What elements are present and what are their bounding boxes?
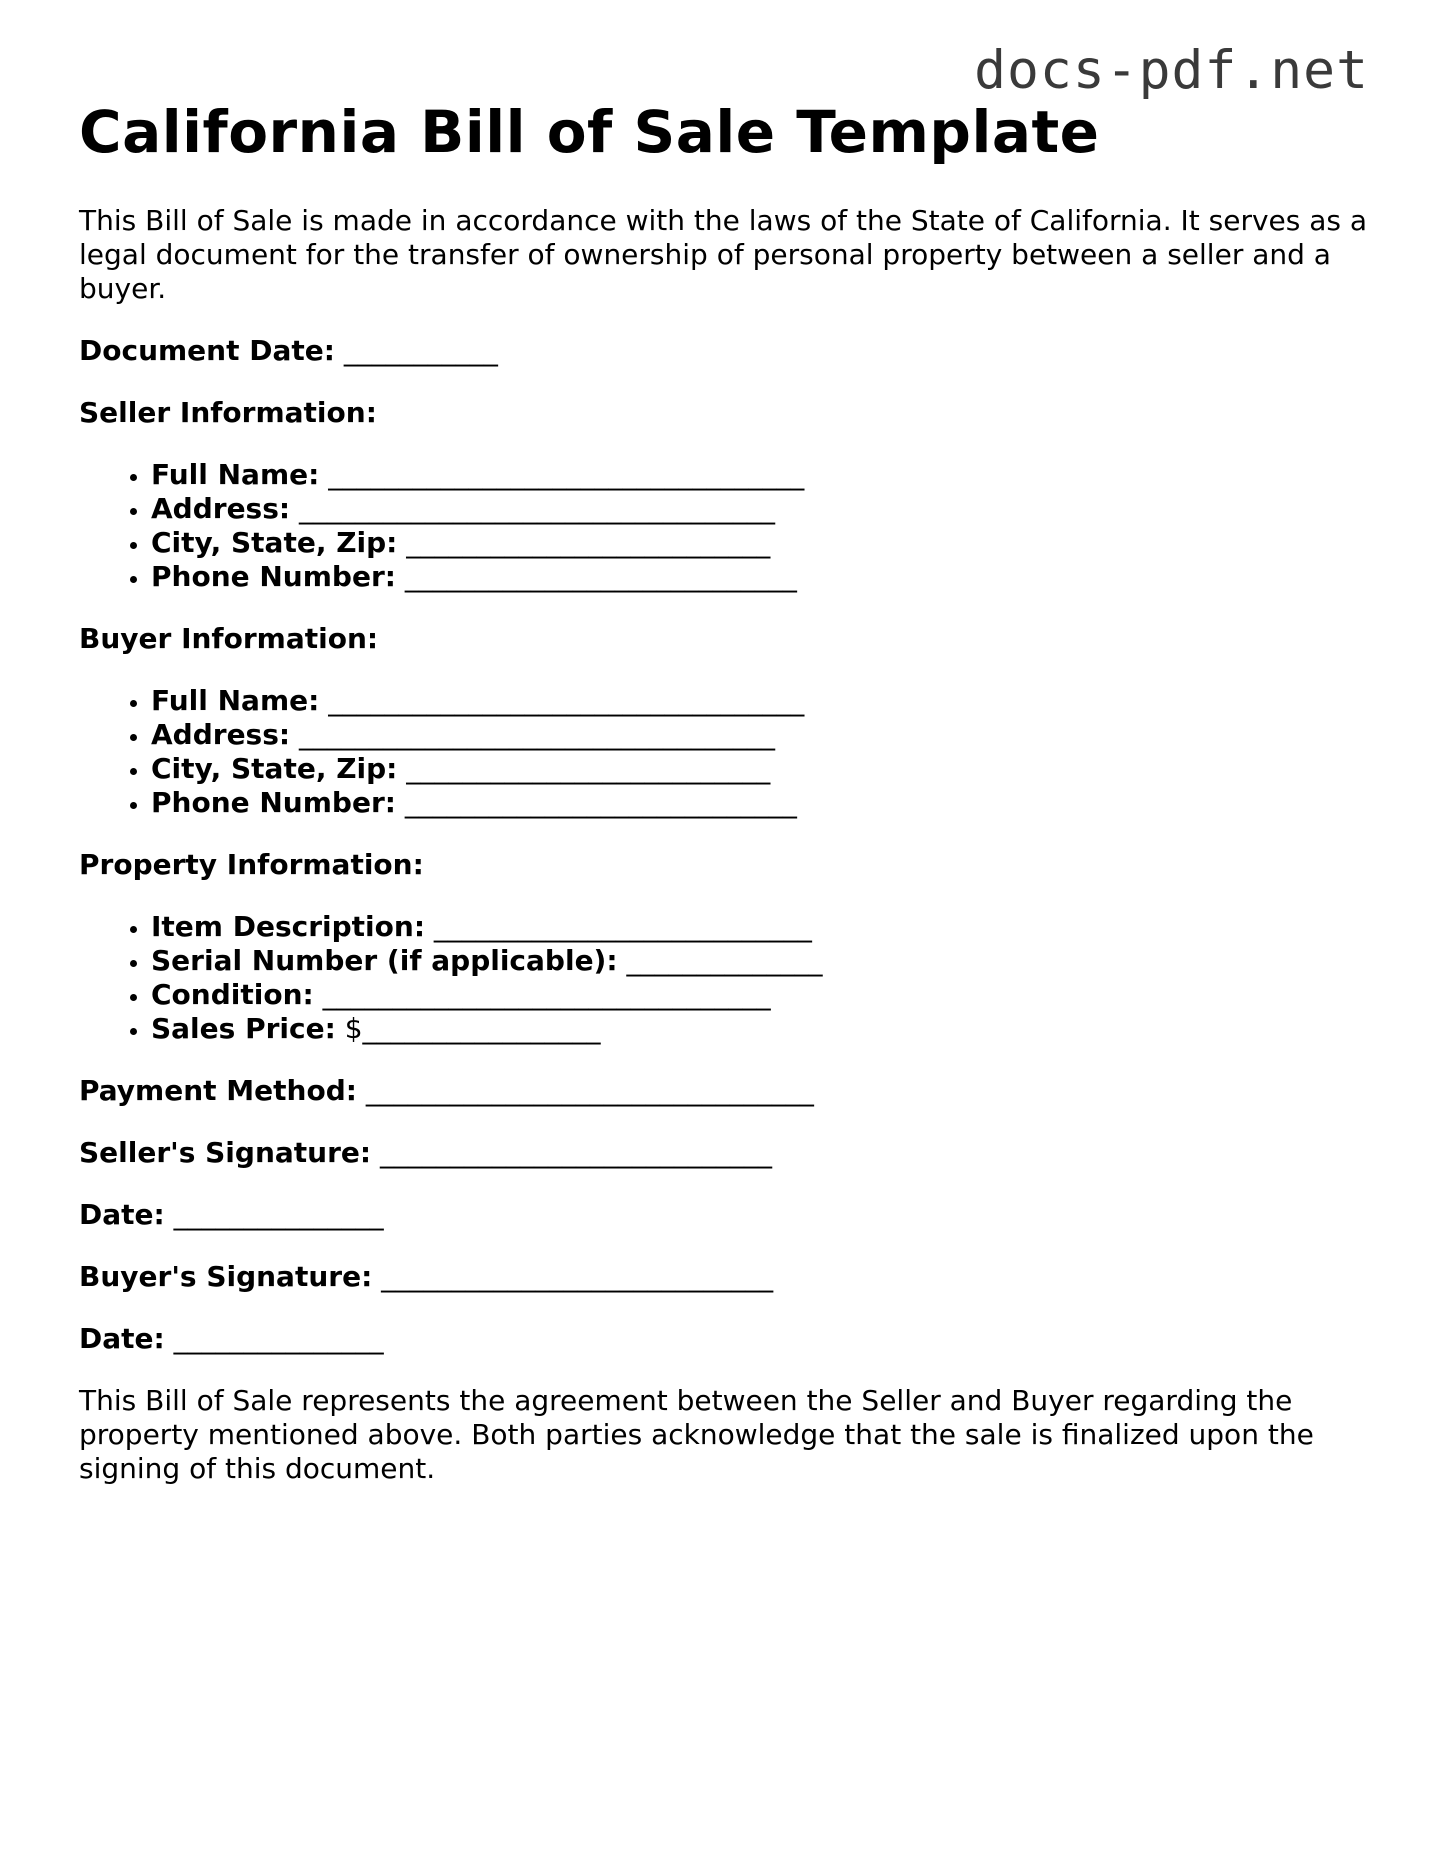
seller-signature-line xyxy=(79,1136,1369,1170)
seller-full-name-blank[interactable]: __________________________________ xyxy=(328,457,805,491)
seller-phone-blank[interactable]: ____________________________ xyxy=(404,559,797,593)
property-item-description-blank[interactable]: ___________________________ xyxy=(433,909,812,943)
document-date-label: Document Date: xyxy=(79,333,335,367)
seller-phone-label: Phone Number: xyxy=(151,559,396,593)
document-date-blank[interactable]: ___________ xyxy=(343,333,498,367)
intro-paragraph: This Bill of Sale is made in accordance with the laws of the State of California. It serves as a legal document for the transfer of ownership of personal property between a seller and a buyer. xyxy=(79,203,1368,305)
seller-date-label: Date: xyxy=(79,1197,165,1231)
property-sales-price-blank[interactable]: $_________________ xyxy=(344,1011,601,1045)
property-item-description-item xyxy=(151,910,1369,944)
payment-method-blank[interactable]: ________________________________ xyxy=(365,1073,814,1107)
buyer-date-label: Date: xyxy=(79,1321,165,1355)
property-sales-price-label: Sales Price: xyxy=(151,1011,336,1045)
property-heading: Property Information: xyxy=(79,847,424,881)
buyer-address-blank[interactable]: __________________________________ xyxy=(299,717,775,751)
seller-full-name-item xyxy=(151,458,1369,492)
buyer-city-state-zip-item xyxy=(151,752,1369,786)
payment-method-label: Payment Method: xyxy=(79,1073,357,1107)
buyer-full-name-label: Full Name: xyxy=(151,683,320,717)
seller-signature-label: Seller's Signature: xyxy=(79,1135,372,1169)
buyer-heading: Buyer Information: xyxy=(79,621,379,655)
property-condition-blank[interactable]: ________________________________ xyxy=(322,977,771,1011)
seller-date-line xyxy=(79,1198,1369,1232)
seller-fields-list xyxy=(79,458,1369,594)
buyer-date-line xyxy=(79,1322,1369,1356)
seller-city-state-zip-label: City, State, Zip: xyxy=(151,525,398,559)
seller-address-label: Address: xyxy=(151,491,291,525)
property-condition-label: Condition: xyxy=(151,977,314,1011)
buyer-phone-label: Phone Number: xyxy=(151,785,396,819)
property-sales-price-item xyxy=(151,1012,1369,1046)
watermark: docs-pdf.net xyxy=(974,40,1369,101)
buyer-city-state-zip-blank[interactable]: __________________________ xyxy=(406,751,771,785)
seller-address-blank[interactable]: __________________________________ xyxy=(299,491,775,525)
buyer-city-state-zip-label: City, State, Zip: xyxy=(151,751,398,785)
buyer-address-label: Address: xyxy=(151,717,291,751)
property-serial-number-item xyxy=(151,944,1369,978)
buyer-address-item xyxy=(151,718,1369,752)
property-serial-number-blank[interactable]: ______________ xyxy=(626,943,823,977)
seller-address-item xyxy=(151,492,1369,526)
document-title: California Bill of Sale Template xyxy=(79,98,1100,166)
document-date-line xyxy=(79,334,1369,368)
buyer-signature-blank[interactable]: ____________________________ xyxy=(381,1259,774,1293)
property-item-description-label: Item Description: xyxy=(151,909,426,943)
buyer-date-blank[interactable]: _______________ xyxy=(173,1321,384,1355)
buyer-signature-line xyxy=(79,1260,1369,1294)
seller-phone-item xyxy=(151,560,1369,594)
seller-signature-blank[interactable]: ____________________________ xyxy=(380,1135,772,1169)
seller-date-blank[interactable]: _______________ xyxy=(173,1197,384,1231)
property-condition-item xyxy=(151,978,1369,1012)
seller-full-name-label: Full Name: xyxy=(151,457,320,491)
property-serial-number-label: Serial Number (if applicable): xyxy=(151,943,618,977)
closing-paragraph: This Bill of Sale represents the agreement between the Seller and Buyer regarding the property mentioned above. Both parties acknowledge that the sale is finalized upon the signing of this document. xyxy=(79,1383,1314,1485)
buyer-fields-list xyxy=(79,684,1369,820)
seller-city-state-zip-item xyxy=(151,526,1369,560)
document-page xyxy=(79,98,1369,1486)
buyer-phone-blank[interactable]: ____________________________ xyxy=(404,785,797,819)
property-fields-list xyxy=(79,910,1369,1046)
seller-city-state-zip-blank[interactable]: __________________________ xyxy=(406,525,771,559)
buyer-full-name-blank[interactable]: __________________________________ xyxy=(328,683,805,717)
payment-method-line xyxy=(79,1074,1369,1108)
seller-heading: Seller Information: xyxy=(79,395,377,429)
buyer-full-name-item xyxy=(151,684,1369,718)
buyer-phone-item xyxy=(151,786,1369,820)
buyer-signature-label: Buyer's Signature: xyxy=(79,1259,373,1293)
